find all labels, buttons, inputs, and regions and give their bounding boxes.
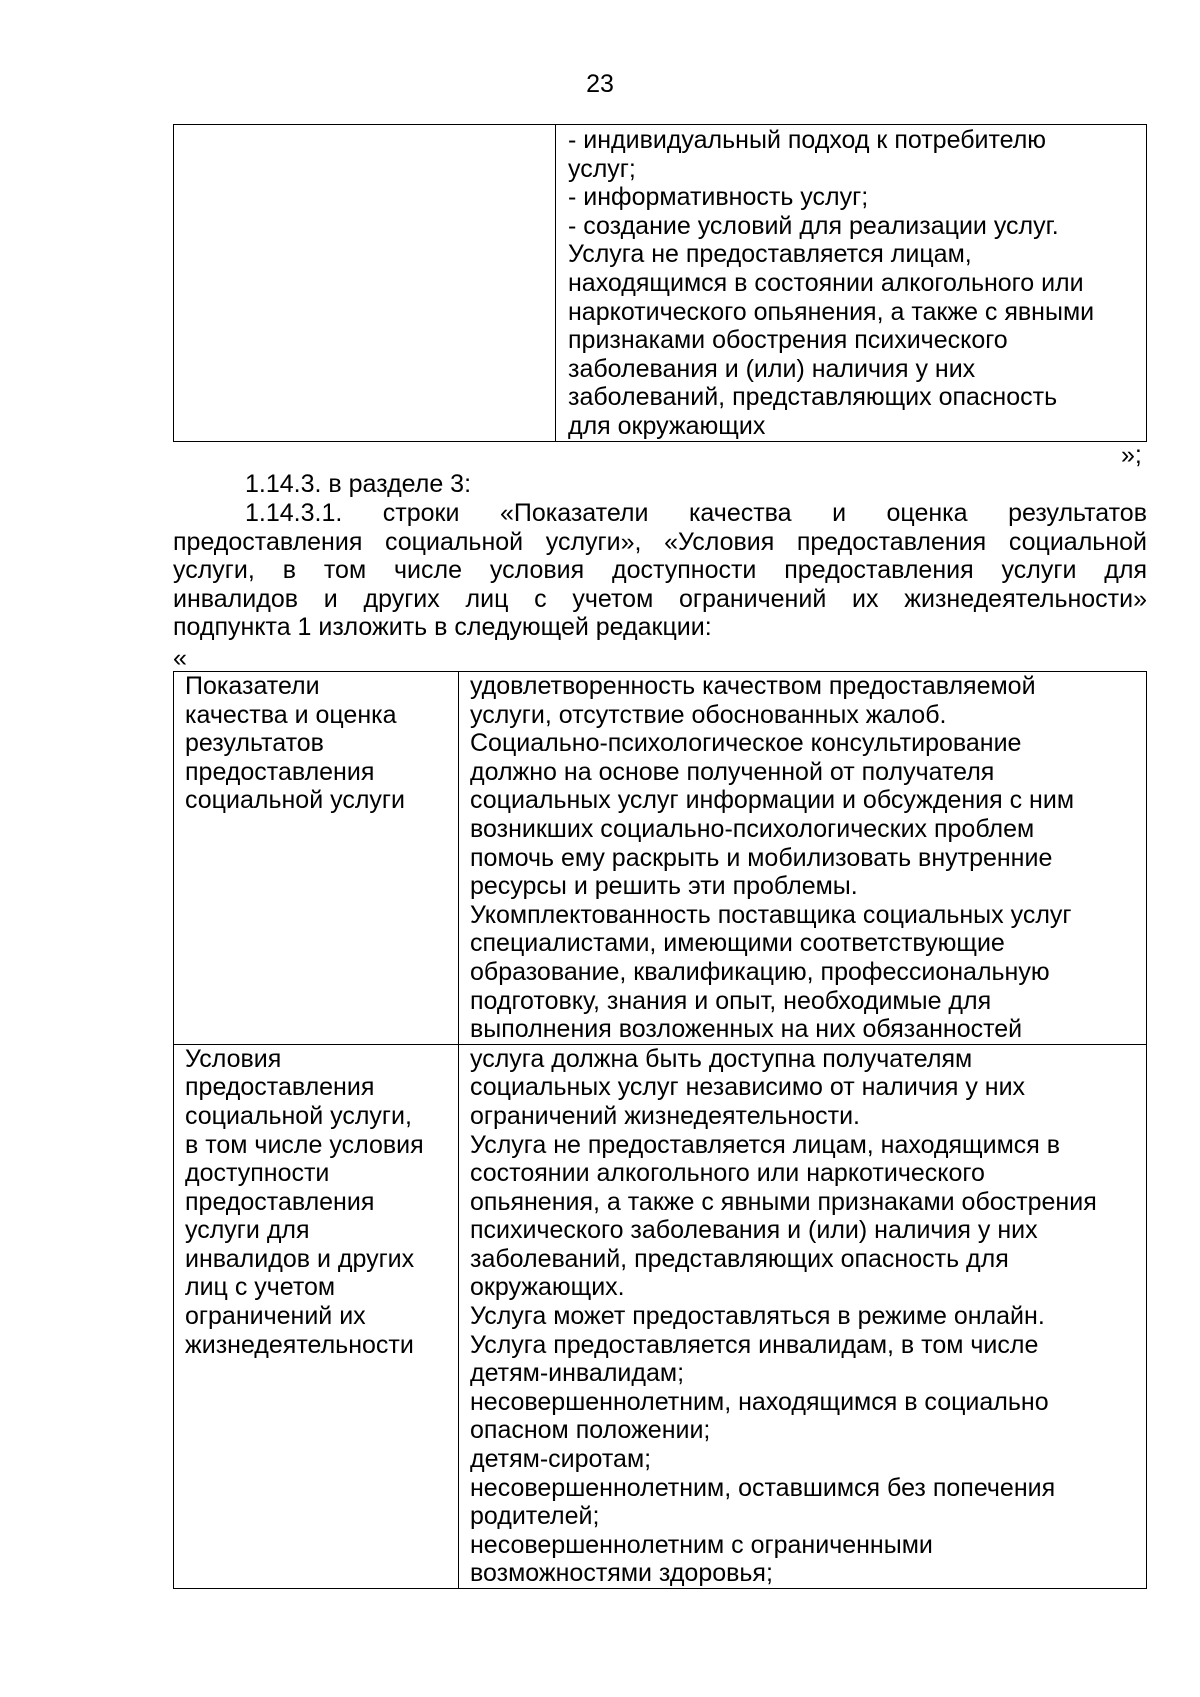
content-line: ресурсы и решить эти проблемы. bbox=[470, 872, 858, 901]
content-line: заболеваний, представляющих опасность для bbox=[470, 1244, 1009, 1273]
section-heading: 1.14.3. в разделе 3: bbox=[245, 470, 472, 498]
content-line: Услуга может предоставляться в режиме онлайн. bbox=[470, 1302, 1045, 1331]
closing-quote: »; bbox=[1121, 441, 1142, 469]
content-line: специалистами, имеющими соответствующие bbox=[470, 929, 1005, 958]
content-line: должно на основе полученной от получателя bbox=[470, 757, 995, 786]
content-line: услуга должна быть доступна получателям bbox=[470, 1044, 973, 1073]
paragraph-line: инвалидов и других лиц с учетом ограничений их жизнедеятельности» bbox=[173, 584, 1147, 613]
paragraph-line: 1.14.3.1. строки «Показатели качества и оценка результатов bbox=[245, 499, 1147, 527]
row-content-cell bbox=[459, 672, 1147, 1045]
cell-line: - информативность услуг; bbox=[568, 183, 869, 212]
content-line: ограничений жизнедеятельности. bbox=[470, 1101, 860, 1130]
content-line: несовершеннолетним, оставшимся без попечения bbox=[470, 1473, 1056, 1502]
content-line: окружающих. bbox=[470, 1273, 625, 1302]
cell-line: - индивидуальный подход к потребителю bbox=[568, 126, 1047, 154]
continued-table bbox=[173, 124, 1147, 442]
label-line: результатов bbox=[185, 729, 324, 758]
content-line: возможностями здоровья; bbox=[470, 1559, 773, 1588]
cell-line: наркотического опьянения, а также с явными bbox=[568, 297, 1095, 326]
content-line: возникших социально-психологических проблем bbox=[470, 814, 1035, 843]
page-number: 23 bbox=[586, 70, 614, 98]
row-label-cell bbox=[174, 1044, 459, 1588]
content-line: Услуга предоставляется инвалидам, в том числе bbox=[470, 1330, 1039, 1359]
content-line: удовлетворенность качеством предоставляемой bbox=[470, 672, 1036, 700]
content-line: несовершеннолетним, находящимся в социально bbox=[470, 1387, 1049, 1416]
paragraph-line: подпункта 1 изложить в следующей редакции: bbox=[173, 613, 712, 642]
opening-quote: « bbox=[173, 644, 187, 672]
table-cell-empty bbox=[174, 125, 556, 442]
label-line: услуги для bbox=[185, 1216, 310, 1245]
label-line: инвалидов и других bbox=[185, 1244, 415, 1273]
content-line: опьянения, а также с явными признаками обострения bbox=[470, 1187, 1097, 1216]
table-row bbox=[174, 672, 1147, 1045]
content-line: Услуга не предоставляется лицам, находящимся в bbox=[470, 1130, 1061, 1159]
content-line: опасном положении; bbox=[470, 1416, 711, 1445]
content-line: психического заболевания и (или) наличия у них bbox=[470, 1216, 1038, 1245]
cell-line: для окружающих bbox=[568, 411, 766, 440]
content-line: помочь ему раскрыть и мобилизовать внутренние bbox=[470, 843, 1053, 872]
label-line: доступности bbox=[185, 1159, 330, 1188]
cell-line: Услуга не предоставляется лицам, bbox=[568, 240, 972, 269]
paragraph-line: услуги, в том числе условия доступности предоставления услуги для bbox=[173, 556, 1147, 585]
label-line: социальной услуги bbox=[185, 786, 405, 815]
label-line: жизнедеятельности bbox=[185, 1330, 414, 1359]
content-line: социальных услуг независимо от наличия у них bbox=[470, 1073, 1026, 1102]
content-line: услуги, отсутствие обоснованных жалоб. bbox=[470, 700, 947, 729]
row-content-cell bbox=[459, 1044, 1147, 1588]
label-line: предоставления bbox=[185, 1073, 375, 1102]
label-line: в том числе условия bbox=[185, 1130, 424, 1159]
table-row bbox=[174, 1044, 1147, 1588]
content-line: Укомплектованность поставщика социальных услуг bbox=[470, 900, 1072, 929]
content-line: Социально-психологическое консультирование bbox=[470, 729, 1022, 758]
cell-line: - создание условий для реализации услуг. bbox=[568, 211, 1059, 240]
content-line: детям-инвалидам; bbox=[470, 1359, 685, 1388]
content-line: социальных услуг информации и обсуждения с ним bbox=[470, 786, 1075, 815]
content-line: образование, квалификацию, профессиональную bbox=[470, 957, 1050, 986]
cell-line: заболеваний, представляющих опасность bbox=[568, 383, 1058, 412]
label-line: предоставления bbox=[185, 1187, 375, 1216]
label-line: лиц с учетом bbox=[185, 1273, 336, 1302]
label-line: ограничений их bbox=[185, 1302, 366, 1331]
row-label-cell bbox=[174, 672, 459, 1045]
content-line: родителей; bbox=[470, 1502, 600, 1531]
content-line: подготовку, знания и опыт, необходимые для bbox=[470, 986, 992, 1015]
table-cell-requirements bbox=[556, 125, 1147, 442]
label-line: предоставления bbox=[185, 757, 375, 786]
label-line: социальной услуги, bbox=[185, 1101, 412, 1130]
content-line: состоянии алкогольного или наркотического bbox=[470, 1159, 985, 1188]
label-line: качества и оценка bbox=[185, 700, 397, 729]
body-paragraph bbox=[173, 499, 1147, 642]
cell-line: заболевания и (или) наличия у них bbox=[568, 354, 976, 383]
table-row bbox=[174, 125, 1147, 442]
service-table bbox=[173, 671, 1147, 1589]
cell-line: находящимся в состоянии алкогольного или bbox=[568, 268, 1084, 297]
label-line: Показатели bbox=[185, 672, 320, 700]
label-line: Условия bbox=[185, 1044, 282, 1073]
content-line: выполнения возложенных на них обязанностей bbox=[470, 1015, 1023, 1044]
cell-line: признаками обострения психического bbox=[568, 326, 1008, 355]
content-line: детям-сиротам; bbox=[470, 1445, 652, 1474]
cell-line: услуг; bbox=[568, 154, 636, 183]
paragraph-line: предоставления социальной услуги», «Условия предоставления социальной bbox=[173, 527, 1147, 556]
content-line: несовершеннолетним с ограниченными bbox=[470, 1530, 933, 1559]
